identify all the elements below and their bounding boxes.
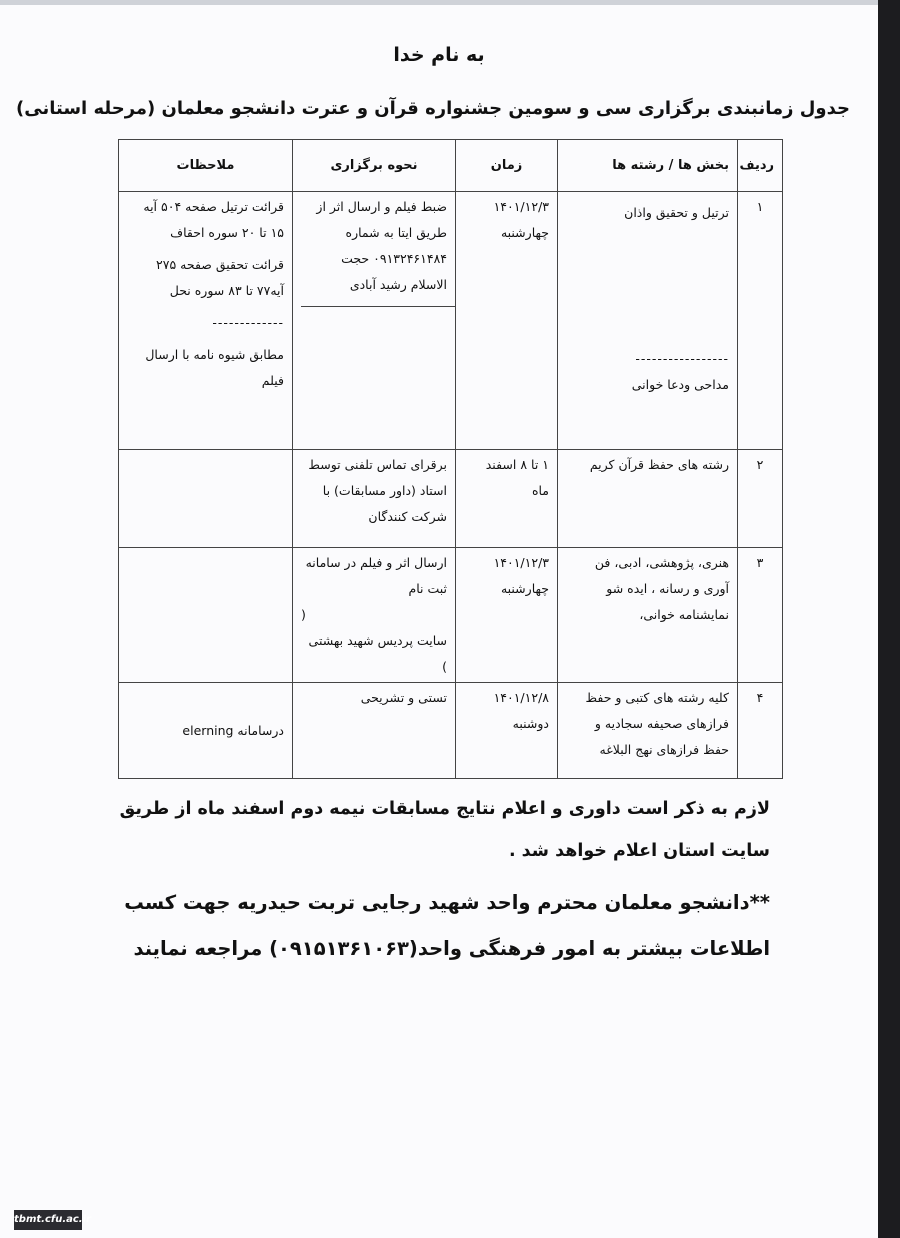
method-paren: ( xyxy=(301,607,306,622)
row-method: تستی و تشریحی xyxy=(293,683,456,779)
notes-line: قرائت ترتیل صفحه ۵۰۴ آیه ۱۵ تا ۲۰ سوره احقاف xyxy=(143,199,284,240)
time-day: چهارشنبه xyxy=(500,581,549,596)
row-time xyxy=(456,548,558,683)
row-notes xyxy=(119,683,293,779)
table-row xyxy=(119,548,783,683)
row-number: ۴ xyxy=(738,683,783,779)
page-title: به نام خدا xyxy=(393,44,485,66)
row-method xyxy=(293,548,456,683)
time-date: ۱۴۰۱/۱۲/۳ xyxy=(493,555,549,570)
announcement-contact: **دانشجو معلمان محترم واحد شهید رجایی تربت حیدریه جهت کسب اطلاعات بیشتر به امور فرهنگی واحد(۰۹۱۵۱۳۶۱۰۶۳) مراجعه نمایند xyxy=(124,891,770,960)
table-header-row xyxy=(119,140,783,192)
time-date: ۱۴۰۱/۱۲/۸ xyxy=(493,690,549,705)
row-number: ۱ xyxy=(738,192,783,450)
row-method: برقرای تماس تلفنی توسط استاد (داور مسابقات) با شرکت کنندگان xyxy=(293,450,456,548)
notes-separator: ------------- xyxy=(212,315,284,330)
notes-line: قرائت تحقیق صفحه ۲۷۵ آیه۷۷ تا ۸۳ سوره نحل xyxy=(156,257,284,298)
row-notes xyxy=(119,450,293,548)
row-method xyxy=(293,192,456,450)
row-section: رشته های حفظ قرآن کریم xyxy=(558,450,738,548)
row-section: هنری، پژوهشی، ادبی، فن آوری و رسانه ، ایده شو نمایشنامه خوانی، xyxy=(558,548,738,683)
table-row xyxy=(119,450,783,548)
notes-line: مطابق شیوه نامه با ارسال فیلم xyxy=(145,347,284,388)
time-day: ماه xyxy=(531,483,549,498)
method-text: سایت پردیس شهید بهشتی ) xyxy=(308,633,447,674)
time-date: ۱ تا ۸ اسفند xyxy=(485,457,549,472)
row-notes xyxy=(119,548,293,683)
notes-text: درسامانه elerning xyxy=(182,722,284,738)
schedule-table xyxy=(118,139,783,779)
scan-right-edge xyxy=(878,0,900,1238)
section-separator: ----------------- xyxy=(635,351,729,366)
method-text: ارسال اثر و فیلم در سامانه ثبت نام xyxy=(305,555,447,596)
row-time xyxy=(456,683,558,779)
page-subtitle: جدول زمانبندی برگزاری سی و سومین جشنواره قرآن و عترت دانشجو معلمان (مرحله استانی) xyxy=(16,98,850,119)
header-notes: ملاحظات xyxy=(119,140,293,192)
table-row xyxy=(119,192,783,450)
header-row-number: ردیف xyxy=(738,140,783,192)
row-time xyxy=(456,192,558,450)
row-section: کلیه رشته های کتبی و حفظ فرازهای صحیفه سجادیه و حفظ فرازهای نهج البلاغه xyxy=(558,683,738,779)
row-number: ۳ xyxy=(738,548,783,683)
method-text: ضبط فیلم و ارسال اثر از طریق ایتا به شماره ۰۹۱۳۲۴۶۱۴۸۴ حجت الاسلام رشید آبادی xyxy=(316,199,447,292)
time-day: دوشنبه xyxy=(512,716,549,731)
time-day: چهارشنبه xyxy=(500,225,549,240)
site-logo xyxy=(14,1210,91,1230)
row-time xyxy=(456,450,558,548)
section-text: ترتیل و تحقیق واذان xyxy=(624,205,729,220)
time-date: ۱۴۰۱/۱۲/۳ xyxy=(493,199,549,214)
row-notes xyxy=(119,192,293,450)
header-time: زمان xyxy=(456,140,558,192)
site-logo-text: tbmt.cfu.ac.ir xyxy=(14,1214,91,1225)
table-row xyxy=(119,683,783,779)
header-method: نحوه برگزاری xyxy=(293,140,456,192)
announcement-results: لازم به ذکر است داوری و اعلام نتایج مسابقات نیمه دوم اسفند ماه از طریق سایت استان اعلام خواهد شد . xyxy=(119,799,770,861)
header-section: بخش ها / رشته ها xyxy=(558,140,738,192)
row-section xyxy=(558,192,738,450)
row-number: ۲ xyxy=(738,450,783,548)
section-extra: مداحی ودعا خوانی xyxy=(631,377,729,392)
